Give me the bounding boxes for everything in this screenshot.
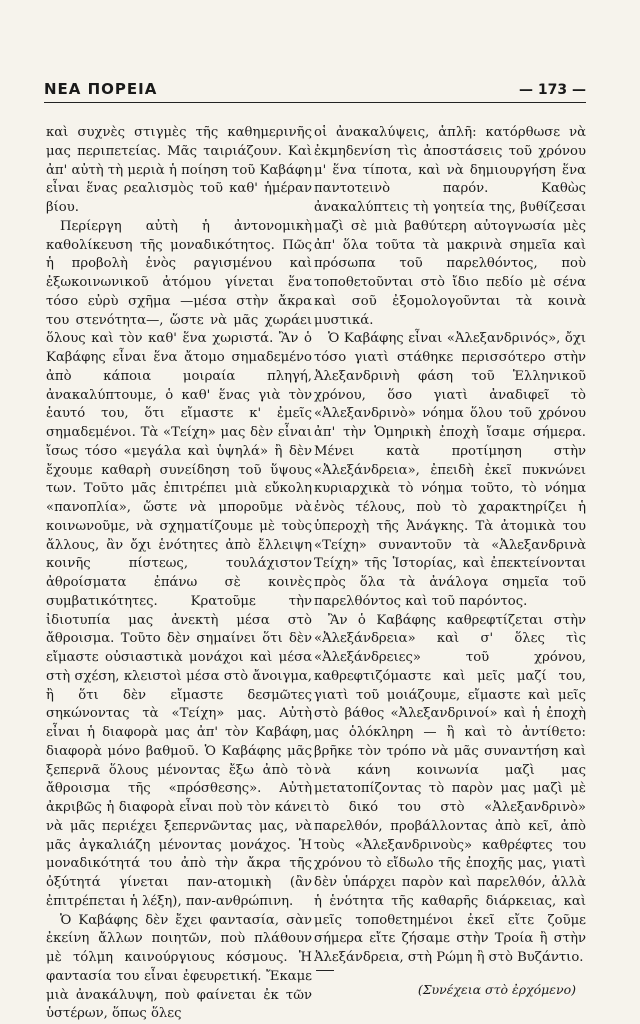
paragraph: Ἂν ὁ Καβάφης καθρεφτίζεται στὴν «Ἀλεξάνδρεια» καὶ σ' ὅλες τὶς «Ἀλεξάνδρειες» τοῦ χρόνου, καθρεφτιζόμαστε καὶ μεῖς μαζί του, γιατὶ τοῦ μοιάζουμε, εἴμαστε καὶ μεῖς στὸ βάθος «Ἀλεξανδρινοί» καὶ ἡ ἐποχὴ μας ὁλόκληρη — ἢ καὶ τὸ ἀντίθετο: βρῆκε τὸν τρόπο νὰ μᾶς συναντήση καὶ νὰ κάνη κοινωνία μαζὶ μας μετατοπίζοντας τὸ παρὸν μας μαζὶ μὲ τὸ δικό του στὸ «Ἀλεξανδρινὸ» παρελθόν, προβάλλοντας ἀπὸ κεῖ, ἀπὸ τοὺς «Ἀλεξανδρινοὺς» καθρέφτες του χρόνου τὸ εἴδωλο τῆς ἐποχῆς μας, γιατὶ δὲν ὑπάρχει παρὸν καὶ παρελθόν, ἀλλὰ ἡ ἑνότητα τῆς καθαρῆς διάρκειας, καὶ μεῖς τοποθετημένοι ἐκεῖ εἴτε ζοῦμε σήμερα εἴτε ζήσαμε στὴν Τροία ἢ στὴν Ἀλεξάνδρεια, στὴ Ρώμη ἢ στὸ Βυζάντιο. [314, 612, 586, 965]
header-rule [44, 102, 586, 103]
page-number: — 173 — [519, 82, 586, 98]
continued-note: (Συνέχεια στὸ ἐρχόμενο) [417, 981, 576, 997]
paragraph: Περίεργη αὐτὴ ἡ ἀντονομικὴ καθολίκευση τῆς μοναδικότητος. Πῶς ἡ προβολὴ ἑνὸς ραγισμένου καὶ ἐξωκοινωνικοῦ ἀτόμου γίνεται ἕνα τόσο εὐρὺ σχῆμα —μέσα στὴν ἄκρα του στενότητα—, ὥστε νὰ μᾶς χωράει ὅλους καὶ τὸν καθ' ἕνα χωριστά. Ἂν ὁ Καβάφης εἶναι ἕνα ἄτομο σημαδεμένο ἀπὸ κάποια μοιραία πληγή, ἀνακαλύπτουμε, ὁ καθ' ἕνας γιὰ τὸν ἑαυτό του, ὅτι εἴμαστε κ' ἐμεῖς σημαδεμένοι. Τὰ «Τείχη» μας δὲν εἶναι ἴσως τόσο «μεγάλα καὶ ὑψηλά» ἢ δὲν ἔχουμε καθαρὴ συνείδηση τοῦ ὕψους των. Τοῦτο μᾶς ἐπιτρέπει μιὰ εὔκολη «πανοπλία», ὥστε νὰ μποροῦμε νὰ κοινωνοῦμε, νὰ σχηματίζουμε μὲ τοὺς ἄλλους, ἂν ὄχι ἑνότητες ἀπὸ ἔλλειψη κοινῆς πίστεως, τουλάχιστον ἀθροίσματα ἐπάνω σὲ κοινὲς συμβατικότητες. Κρατοῦμε τὴν ἰδιοτυπία μας ἀνεκτὴ μέσα στὸ ἄθροισμα. Τοῦτο δὲν σημαίνει ὅτι δὲν εἴμαστε οὐσιαστικὰ μονάχοι καὶ μέσα στὴ σχέση, κλειστοὶ μέσα στὸ ἄνοιγμα, ἢ ὅτι δὲν εἴμαστε δεσμῶτες σηκώνοντας τὰ «Τείχη» μας. Αὐτὴ εἶναι ἡ διαφορὰ μας ἀπ' τὸν Καβάφη, διαφορὰ μόνο βαθμοῦ. Ὁ Καβάφης μᾶς ξεπερνᾶ ὅλους μένοντας ἔξω ἀπὸ τὸ ἄθροισμα τῆς «πρόσθεσης». Αὐτὴ ἀκριβῶς ἡ διαφορὰ εἶναι ποὺ τὸν κάνει νὰ μᾶς περιέχει ξεπερνῶντας μας, νὰ μᾶς ἀγκαλιάζη μένοντας μονάχος. Ἡ μοναδικότητά του ἀπὸ τὴν ἄκρα τῆς ὀξύτητά γίνεται παν-ατομικὴ (ἂν ἐπιτρέπεται ἡ λέξη), παν-ανθρώπινη. [46, 218, 312, 909]
journal-title: ΝΕΑ ΠΟΡΕΙΑ [44, 80, 158, 98]
running-header [44, 76, 586, 98]
paragraph: Ὁ Καβάφης εἶναι «Ἀλεξανδρινός», ὄχι τόσο γιατὶ στάθηκε περισσότερο στὴν Ἀλεξανδρινὴ φάση τοῦ Ἑλληνικοῦ χρόνου, ὅσο γιατὶ ἀναδιφεῖ τὸ «Ἀλεξανδρινὸ» νόημα ὅλου τοῦ χρόνου ἀπ' τὴν Ὁμηρικὴ ἐποχὴ ἴσαμε σήμερα. Μένει κατὰ προτίμηση στὴν «Ἀλεξάνδρεια», ἐπειδὴ ἐκεῖ πυκνώνει κυριαρχικὰ τὸ νόημα τοῦτο, τὸ νόημα ἑνὸς τέλους, ποὺ τὸ χαρακτηρίζει ἡ ὑπεροχὴ τῆς Ἀνάγκης. Τὰ ἀτομικὰ του «Τείχη» συναντοῦν τὰ «Ἀλεξανδρινὰ Τείχη» τῆς Ἱστορίας, καὶ ἐπεκτείνονται πρὸς ὅλα τὰ ἀνάλογα σημεῖα τοῦ παρελθόντος καὶ τοῦ παρόντος. [314, 331, 586, 609]
end-rule [316, 970, 334, 971]
right-column [314, 124, 586, 1000]
left-column [46, 124, 312, 1024]
paragraph: Ὁ Καβάφης δὲν ἔχει φαντασία, σὰν ἐκείνη ἄλλων ποιητῶν, ποὺ πλάθουν μὲ τόλμη καινούργιους κόσμους. Ἡ φαντασία του εἶναι ἐφευρετική. Ἔκαμε μιὰ ἀνακάλυψη, ποὺ φαίνεται ἐκ τῶν ὑστέρων, ὅπως ὅλες [46, 912, 312, 1022]
paragraph: καὶ συχνὲς στιγμὲς τῆς καθημερινῆς μας περιπετείας. Μᾶς ταιριάζουν. Καὶ ἀπ' αὐτὴ τὴ μεριὰ ἡ ποίηση τοῦ Καβάφη εἶναι ἕνας ρεαλισμὸς τοῦ καθ' ἡμέραν βίου. [46, 125, 312, 215]
paragraph: οἱ ἀνακαλύψεις, ἁπλῆ: κατόρθωσε νὰ ἐκμηδενίση τὶς ἀποστάσεις τοῦ χρόνου μ' ἕνα τίποτα, καὶ νὰ δημιουργήση ἕνα παντοτεινὸ παρόν. Καθὼς ἀνακαλύπτεις τὴ γοητεία της, βυθίζεσαι μαζὶ σὲ μιὰ βαθύτερη αὐτογνωσία μὲς ἀπ' ὅλα τοῦτα τὰ μακρινὰ σημεῖα καὶ πρόσωπα τοῦ παρελθόντος, ποὺ τοποθετοῦνται στὸ ἴδιο πεδίο μὲ σένα καὶ σοῦ ἐξομολογοῦνται τὰ κοινὰ μυστικά. [314, 125, 586, 328]
